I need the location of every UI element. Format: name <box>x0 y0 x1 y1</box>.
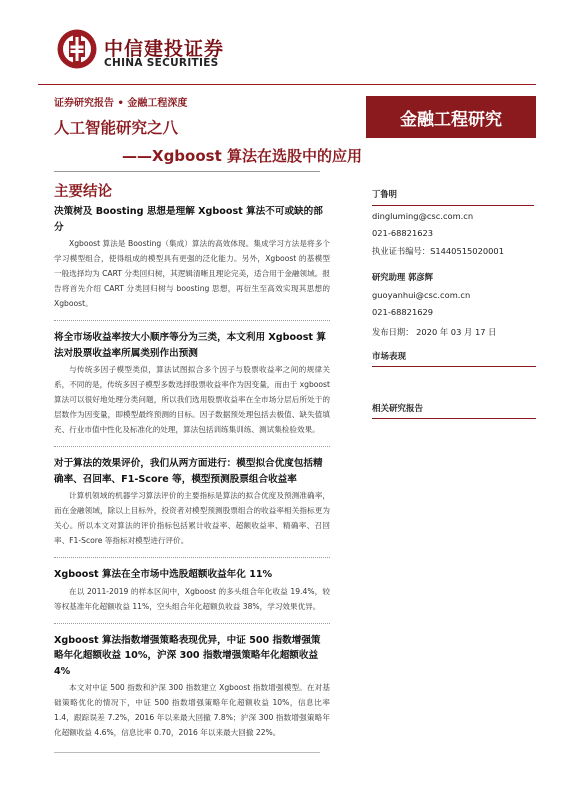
analyst-phone: 021-68821623 <box>372 228 434 238</box>
report-subtitle: ——Xgboost 算法在选股中的应用 <box>122 147 362 165</box>
dotted-divider <box>54 557 330 558</box>
market-performance <box>372 348 536 367</box>
company-logo <box>56 28 236 72</box>
conclusion-paragraph <box>54 567 330 614</box>
paragraph-heading: Xgboost 算法在全市场中选股超额收益年化 11% <box>54 569 273 580</box>
assistant-email[interactable]: guoyanhui@csc.com.cn <box>372 289 471 300</box>
report-title: 人工智能研究之八 <box>54 119 179 137</box>
paragraph-body: 本文对中证 500 指数和沪深 300 指数建立 Xgboost 指数增强模型。在对基础策略优化的情况下，中证 500 指数增强策略年化超额收益 10%，信息比率 1.4，跟踪误差 7.2%，2016 年以来最大回撤 7.8%；沪深 300 指数增强策略年化超额收益 4.6%，信息比率 0.70，2016 年以来最大回撤 22%。 <box>54 683 330 737</box>
citic-logo-icon <box>56 28 98 70</box>
paragraph-body: 计算机领域的机器学习算法评价的主要指标是算法的拟合优度及预测准确率，而在金融领域，除以上目标外，投资者对模型预测股票组合的收益率相关指标更为关心。所以本文对算法的评价指标包括累计收益率、超额收益率、精确率、召回率、F1-Score 等指标对模型进行评价。 <box>54 491 330 545</box>
paragraph-heading: Xgboost 算法指数增强策略表现优异，中证 500 指数增强策略年化超额收益 10%，沪深 300 指数增强策略年化超额收益 4% <box>54 634 321 677</box>
conclusion-paragraph <box>54 633 330 741</box>
analyst-certificate: 执业证书编号：S1440515020001 <box>372 245 504 256</box>
dotted-divider <box>54 446 330 447</box>
paragraph-body: 与传统多因子模型类似，算法试图拟合多个因子与股票收益率之间的规律关系，不同的是，传统多因子模型多数选择股票收益率作为因变量，而由于 xgboost 算法可以很好地处理分类问题，所以我们选用股票收益率在全市场分层后所处于的层数作为因变量，即模型最终预测的目标。因子数据预处理包括去极值、缺失值填充、行业市值中性化及标准化的处理，算法包括训练集训练、测试集检验效果。 <box>54 365 330 434</box>
paragraph-heading: 决策树及 Boosting 思想是理解 Xgboost 算法不可或缺的部分 <box>54 206 323 233</box>
analyst-email[interactable]: dingluming@csc.com.cn <box>372 210 474 221</box>
conclusion-paragraph <box>54 456 330 548</box>
analyst-name: 丁鲁明 <box>372 189 397 199</box>
paragraph-heading: 将全市场收益率按大小顺序等分为三类，本文利用 Xgboost 算法对股票收益率所属类别作出预测 <box>54 332 326 359</box>
title-divider <box>54 171 320 172</box>
header-divider <box>38 84 536 85</box>
dotted-divider <box>54 320 330 321</box>
paragraph-body: Xgboost 算法是 Boosting（集成）算法的高效体现。集成学习方法是将多个学习模型组合，使得组成的模型具有更强的泛化能力。另外，Xgboost 的基模型一般选择均为 CART 分类回归树，其逻辑清晰且理论完美，适合用于金融领域。报告将首先介绍 CART 分类回归树与 boosting 思想，再衍生至高效实现其思想的 Xgboost。 <box>54 239 330 308</box>
publish-date: 发布日期： 2020 年 03 月 17 日 <box>372 326 497 337</box>
bottom-divider <box>54 752 320 753</box>
market-performance-title: 市场表现 <box>372 348 536 367</box>
assistant-name: 研究助理 郭彦辉 <box>372 272 433 282</box>
logo-chinese-name: 中信建投证券 <box>104 38 225 60</box>
related-reports-title: 相关研究报告 <box>372 400 536 419</box>
document-type: 证券研究报告 • 金融工程深度 <box>54 98 188 109</box>
analyst-divider <box>372 205 534 206</box>
logo-english-name: CHINA SECURITIES <box>104 57 219 69</box>
conclusion-paragraph <box>54 330 330 437</box>
main-conclusions <box>54 204 330 740</box>
related-reports <box>372 400 536 419</box>
paragraph-heading: 对于算法的效果评价，我们从两方面进行：模型拟合优度包括精确率、召回率、F1-Score 等，模型预测股票组合收益率 <box>54 458 323 485</box>
category-banner: 金融工程研究 <box>366 96 536 138</box>
dotted-divider <box>54 623 330 624</box>
paragraph-body: 在以 2011-2019 的样本区间中，Xgboost 的多头组合年化收益 19.4%，较等权基准年化超额收益 11%，空头组合年化超额负收益 38%，学习效果优异。 <box>54 586 330 611</box>
conclusion-paragraph <box>54 204 330 311</box>
analyst-info <box>372 186 542 341</box>
section-title: 主要结论 <box>54 184 112 200</box>
assistant-phone: 021-68821629 <box>372 307 434 317</box>
